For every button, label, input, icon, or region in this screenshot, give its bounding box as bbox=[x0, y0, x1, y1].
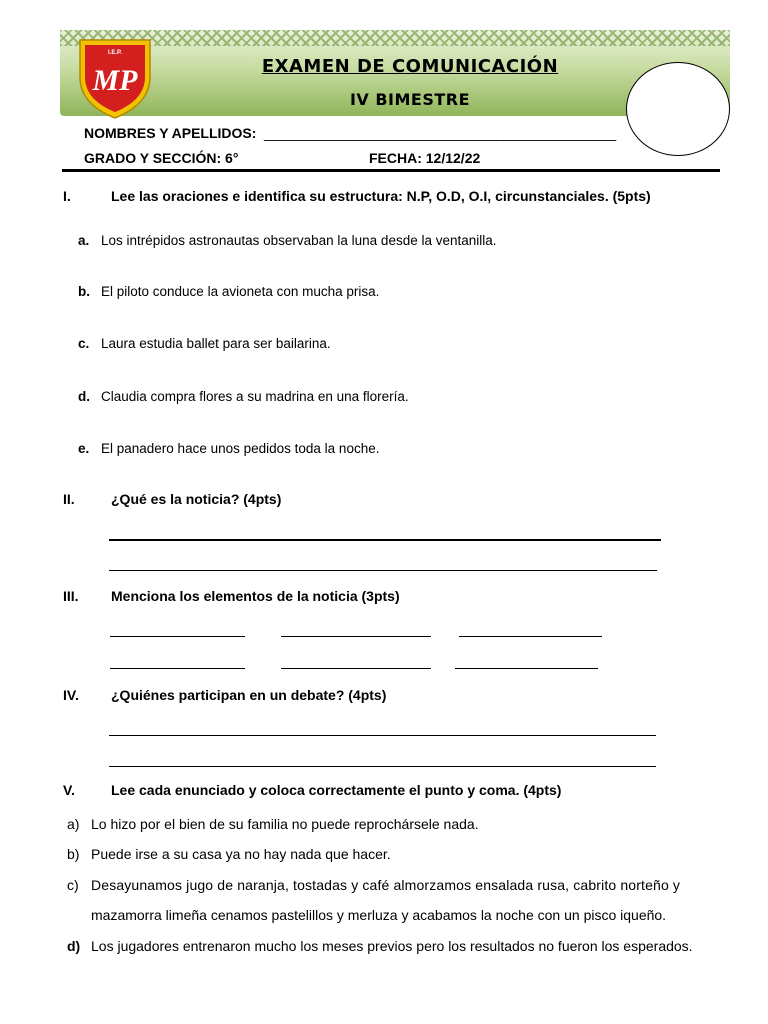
item-text: El panadero hace unos pedidos toda la noche. bbox=[101, 441, 380, 456]
section-title: Lee las oraciones e identifica su estructura: N.P, O.D, O.I, circunstanciales. (5pts) bbox=[111, 188, 651, 204]
list-item bbox=[67, 938, 707, 956]
section-2-heading bbox=[63, 491, 723, 509]
item-label: c. bbox=[78, 336, 90, 351]
item-label: b) bbox=[67, 846, 80, 862]
school-shield-logo bbox=[70, 32, 160, 122]
item-label: d) bbox=[67, 938, 81, 954]
list-item bbox=[67, 877, 707, 895]
date-label: FECHA: 12/12/22 bbox=[369, 150, 481, 166]
answer-line[interactable] bbox=[109, 766, 656, 767]
name-label: NOMBRES Y APELLIDOS: bbox=[84, 125, 257, 141]
item-text: mazamorra limeña cenamos pastelillos y merluza y acabamos la noche con un pisco iqueño. bbox=[91, 907, 667, 923]
item-text: Los intrépidos astronautas observaban la luna desde la ventanilla. bbox=[101, 233, 497, 248]
header-rule bbox=[62, 169, 720, 172]
grade-label: GRADO Y SECCIÓN: 6° bbox=[84, 150, 239, 166]
exam-subtitle: IV BIMESTRE bbox=[349, 90, 471, 109]
exam-title: EXAMEN DE COMUNICACIÓN bbox=[261, 56, 559, 77]
logo-text: I.E.P. bbox=[108, 50, 122, 56]
item-text: El piloto conduce la avioneta con mucha prisa. bbox=[101, 284, 380, 299]
item-text: Puede irse a su casa ya no hay nada que hacer. bbox=[91, 846, 391, 862]
section-4-heading bbox=[63, 687, 723, 705]
list-item bbox=[78, 233, 678, 251]
answer-line[interactable] bbox=[109, 539, 661, 541]
section-title: Lee cada enunciado y coloca correctamente el punto y coma. (4pts) bbox=[111, 782, 562, 798]
answer-line[interactable] bbox=[110, 636, 245, 637]
item-text: Laura estudia ballet para ser bailarina. bbox=[101, 336, 331, 351]
list-item bbox=[78, 284, 678, 302]
section-title: Menciona los elementos de la noticia (3pts) bbox=[111, 588, 400, 604]
list-item bbox=[78, 441, 678, 459]
section-number: V. bbox=[63, 782, 75, 798]
item-label: c) bbox=[67, 877, 79, 893]
list-item bbox=[78, 389, 678, 407]
item-text: Claudia compra flores a su madrina en una florería. bbox=[101, 389, 409, 404]
item-text: Lo hizo por el bien de su familia no puede reprochársele nada. bbox=[91, 816, 479, 832]
answer-line[interactable] bbox=[281, 668, 431, 669]
section-number: II. bbox=[63, 491, 75, 507]
answer-line[interactable] bbox=[459, 636, 602, 637]
item-text: Desayunamos jugo de naranja, tostadas y café almorzamos ensalada rusa, cabrito norteño y bbox=[91, 877, 681, 893]
list-item bbox=[78, 336, 678, 354]
list-item-continuation bbox=[91, 907, 711, 925]
answer-line[interactable] bbox=[455, 668, 598, 669]
section-3-heading bbox=[63, 588, 723, 606]
list-item bbox=[67, 846, 707, 864]
answer-line[interactable] bbox=[109, 570, 657, 571]
answer-line[interactable] bbox=[281, 636, 431, 637]
logo-monogram: MP bbox=[92, 64, 138, 97]
answer-line[interactable] bbox=[110, 668, 245, 669]
section-title: ¿Quiénes participan en un debate? (4pts) bbox=[111, 687, 387, 703]
section-1-heading bbox=[63, 188, 723, 206]
item-label: b. bbox=[78, 284, 90, 299]
name-blank[interactable]: _______________________________________________ bbox=[264, 125, 616, 141]
item-label: a) bbox=[67, 816, 80, 832]
section-number: IV. bbox=[63, 687, 79, 703]
item-text: Los jugadores entrenaron mucho los meses previos pero los resultados no fueron los esperados. bbox=[91, 938, 693, 954]
banner-mesh-pattern bbox=[60, 30, 730, 46]
item-label: d. bbox=[78, 389, 90, 404]
section-number: III. bbox=[63, 588, 79, 604]
section-title: ¿Qué es la noticia? (4pts) bbox=[111, 491, 282, 507]
item-label: a. bbox=[78, 233, 90, 248]
grade-circle bbox=[626, 62, 730, 156]
section-5-heading bbox=[63, 782, 723, 800]
item-label: e. bbox=[78, 441, 90, 456]
answer-line[interactable] bbox=[109, 735, 656, 736]
list-item bbox=[67, 816, 707, 834]
section-number: I. bbox=[63, 188, 71, 204]
